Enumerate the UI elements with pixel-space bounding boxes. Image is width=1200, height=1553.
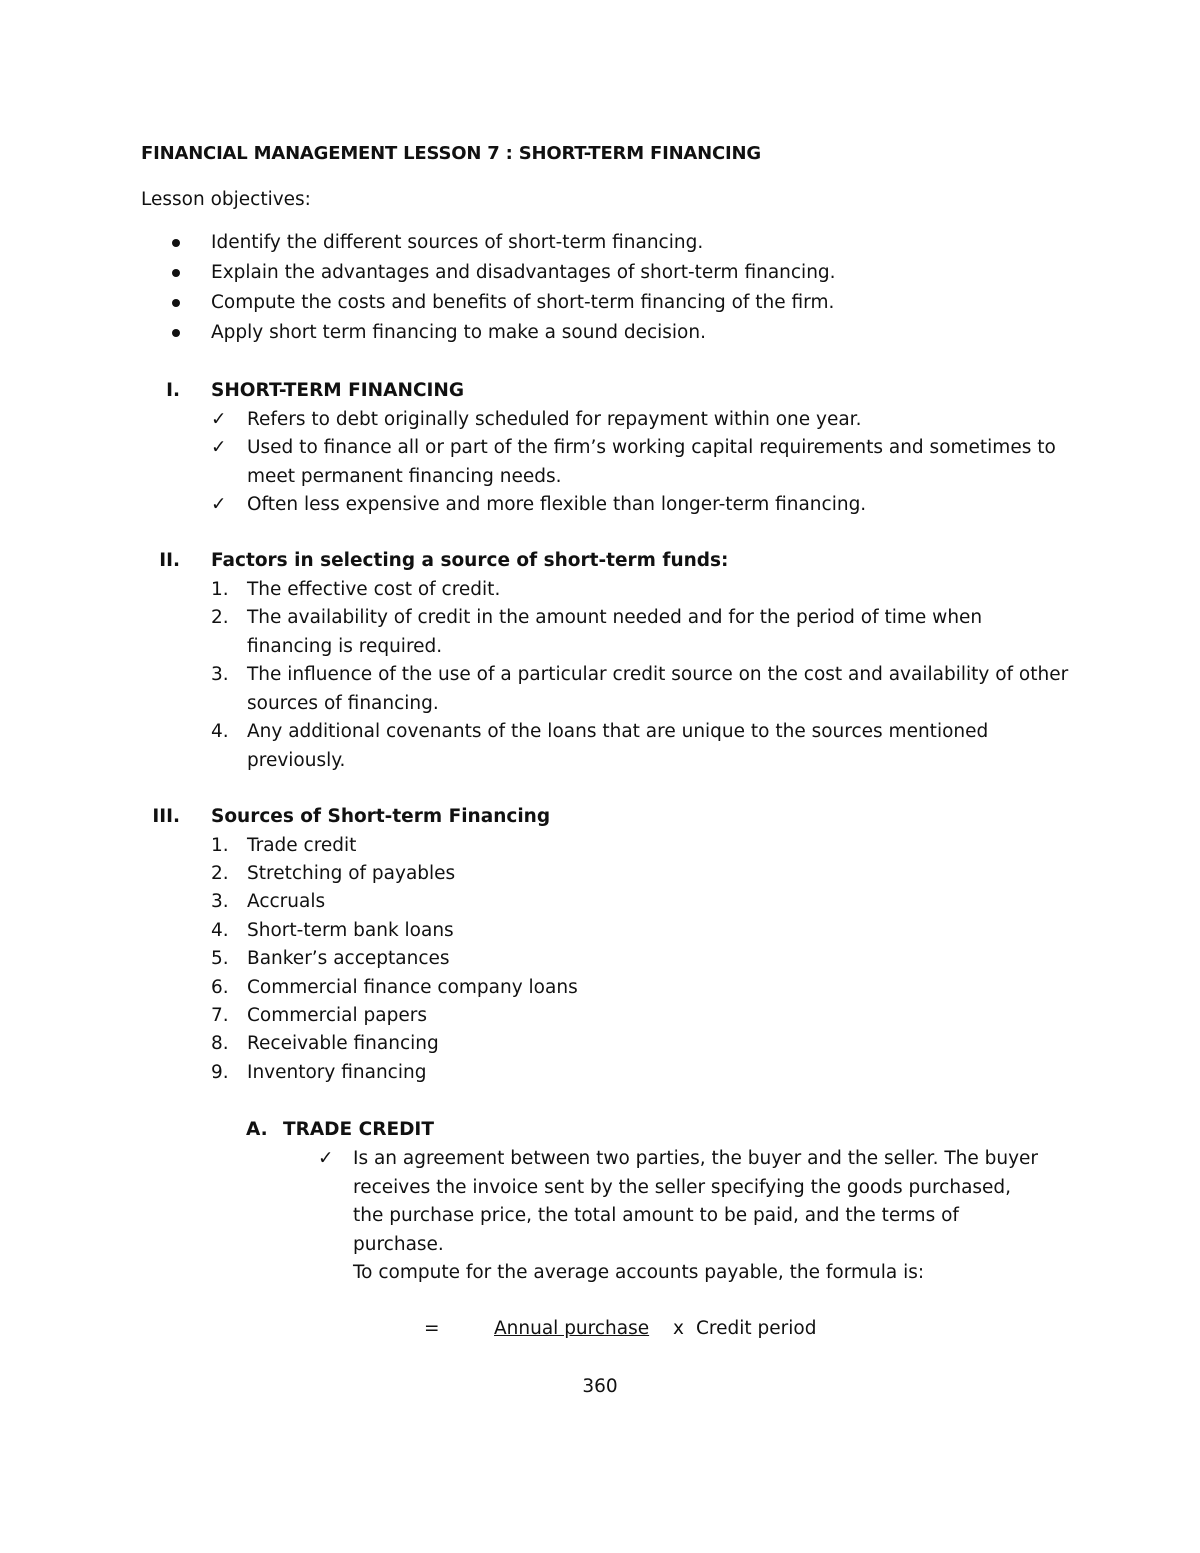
document-title: FINANCIAL MANAGEMENT LESSON 7 : SHORT-TERM FINANCING [141,143,761,164]
objective-text: Compute the costs and benefits of short-term financing of the firm. [211,292,835,313]
item-number: 8. [211,1033,229,1054]
item-number: 2. [211,607,229,628]
item-number: 1. [211,835,229,856]
objectives-label: Lesson objectives: [141,189,311,210]
item-number: 4. [211,721,229,742]
formula-factor: Credit period [696,1318,817,1339]
checkmark-icon: ✓ [211,409,227,430]
item-number: 2. [211,863,229,884]
formula-numerator: Annual purchase [494,1318,650,1339]
item-text: Any additional covenants of the loans that are unique to the sources mentioned previously. [247,721,989,771]
bullet-icon [172,299,180,307]
subsection-heading: TRADE CREDIT [283,1119,434,1140]
item-text: Trade credit [247,835,357,856]
formula-times: x [673,1318,684,1339]
item-text: Often less expensive and more flexible than longer-term financing. [247,494,867,515]
item-text: Stretching of payables [247,863,456,884]
item-text: Receivable financing [247,1033,439,1054]
bullet-icon [172,329,180,337]
objective-text: Apply short term financing to make a sound decision. [211,322,706,343]
item-text: The effective cost of credit. [247,579,501,600]
item-text: Refers to debt originally scheduled for repayment within one year. [247,409,862,430]
section-heading: Factors in selecting a source of short-term funds: [211,550,729,571]
item-text: Accruals [247,891,326,912]
item-text: Is an agreement between two parties, the buyer and the seller. The buyer receives the invoice sent by the seller specifying the goods purchased, the purchase price, the total amount to be paid, and the terms of purchase. [353,1148,1039,1255]
section-number: I. [166,380,180,401]
formula-equals: = [424,1318,440,1339]
section-number: III. [152,806,180,827]
item-number: 7. [211,1005,229,1026]
checkmark-icon: ✓ [211,494,227,515]
page-number: 360 [582,1376,618,1397]
item-number: 5. [211,948,229,969]
objective-text: Explain the advantages and disadvantages of short-term financing. [211,262,836,283]
item-text: Short-term bank loans [247,920,454,941]
item-number: 4. [211,920,229,941]
item-number: 3. [211,664,229,685]
item-number: 6. [211,977,229,998]
section-number: II. [159,550,180,571]
bullet-icon [172,239,180,247]
item-text: Commercial papers [247,1005,427,1026]
item-number: 9. [211,1062,229,1083]
formula-intro: To compute for the average accounts payable, the formula is: [353,1262,925,1283]
bullet-icon [172,269,180,277]
item-text: The availability of credit in the amount needed and for the period of time when financing is required. [247,607,983,657]
item-text: Used to finance all or part of the firm’s working capital requirements and sometimes to meet permanent financing needs. [247,437,1056,487]
item-number: 1. [211,579,229,600]
item-text: Commercial finance company loans [247,977,578,998]
checkmark-icon: ✓ [211,437,227,458]
section-heading: Sources of Short-term Financing [211,806,551,827]
objective-text: Identify the different sources of short-term financing. [211,232,704,253]
item-text: Banker’s acceptances [247,948,450,969]
item-text: The influence of the use of a particular credit source on the cost and availability of other sources of financing. [247,664,1069,714]
checkmark-icon: ✓ [318,1148,334,1169]
subsection-number: A. [246,1119,268,1140]
item-text: Inventory financing [247,1062,427,1083]
item-number: 3. [211,891,229,912]
section-heading: SHORT-TERM FINANCING [211,380,465,401]
